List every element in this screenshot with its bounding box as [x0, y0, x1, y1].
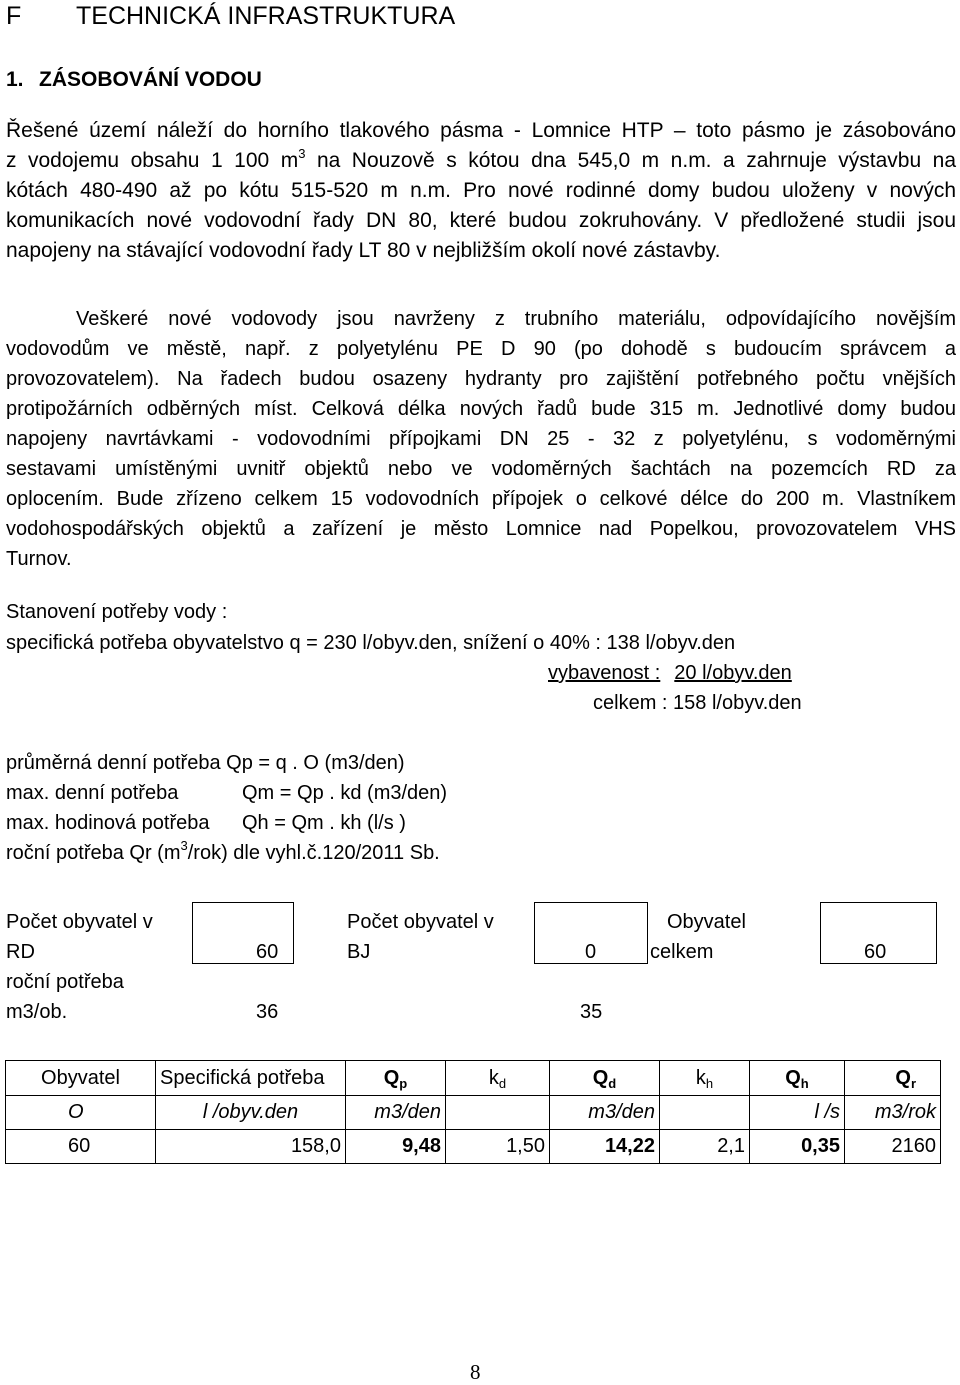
text-span: z vodojemu obsahu 1 100 m [6, 149, 299, 172]
total-value: 158 l/obyv.den [673, 692, 802, 714]
subsection-title: ZÁSOBOVÁNÍ VODOU [39, 68, 262, 91]
header-cell [446, 1061, 550, 1096]
formula-label: max. denní potřeba [6, 782, 179, 804]
paragraph-2-line: Veškeré nové vodovody jsou navrženy z trubního materiálu, odpovídajícího novějším [76, 308, 956, 330]
rd-value: 60 [256, 941, 279, 963]
annual-demand-bj: 35 [580, 1001, 603, 1023]
text-span: na Nouzově s kótou dna 545,0 m n.m. a zahrnuje výstavbu na [305, 149, 957, 172]
value-cell: 2,1 [660, 1130, 750, 1164]
demand-heading: Stanovení potřeby vody : [6, 601, 228, 623]
unit-cell [660, 1096, 750, 1130]
symbol: Q [383, 1066, 400, 1089]
rd-value-box [192, 902, 294, 964]
paragraph-2 [6, 304, 956, 576]
table-values-row [6, 1130, 941, 1164]
formula: Qh = Qm . kh (l/s ) [242, 812, 406, 834]
paragraph-2-line: napojeny navrtávkami - vodovodními přípojkami DN 25 - 32 z polyetylénu, s vodoměrnými [6, 428, 956, 450]
paragraph-1 [6, 116, 956, 276]
formula-label: průměrná denní potřeba [6, 752, 221, 774]
subsection-number: 1. [6, 68, 24, 91]
paragraph-2-line: provozovatelem). Na řadech budou osazeny hydranty pro zajištění potřebného počtu vnějších [6, 368, 956, 390]
formula-average-daily [6, 752, 405, 775]
symbol: Q [785, 1066, 801, 1089]
paragraph-1-line: kótách 480-490 až po kótu 515-520 m n.m. Pro nové rodinné domy budou uloženy v nových [6, 179, 956, 202]
table-header-row [6, 1061, 941, 1096]
label-line: celkem [650, 941, 714, 963]
paragraph-2-line: vodohospodářských objektů a zařízení je město Lomnice nad Popelkou, provozovatelem VHS [6, 518, 956, 540]
table-units-row [6, 1096, 941, 1130]
paragraph-1-line: napojeny na stávající vodovodní řady LT 80 v nejbližším okolí nové zástavby. [6, 239, 721, 262]
label-line: Počet obyvatel v [6, 911, 153, 933]
unit-cell: l /s [750, 1096, 845, 1130]
subscript: h [800, 1075, 809, 1091]
total-population-label [650, 907, 746, 967]
superscript: 3 [298, 146, 306, 161]
paragraph-2-line: protipožárních odběrných míst. Celková délka nových řadů bude 315 m. Jednotlivé domy budou [6, 398, 956, 420]
formula-annual [6, 838, 440, 865]
unit-cell: l /obyv.den [156, 1096, 346, 1130]
total-population-value: 60 [864, 941, 887, 963]
text-span: roční potřeba Qr (m [6, 842, 181, 864]
paragraph-2-line: Turnov. [6, 548, 72, 570]
unit-cell: m3/rok [845, 1096, 941, 1130]
label-line: Počet obyvatel v [347, 911, 494, 933]
formula: Qm = Qp . kd (m3/den) [242, 782, 448, 804]
unit-cell: O [6, 1096, 156, 1130]
amenities-demand [548, 662, 792, 685]
bj-label [347, 907, 494, 967]
header-cell: Specifická potřeba [156, 1061, 346, 1096]
formula-label: max. hodinová potřeba [6, 812, 210, 834]
subsection-heading [6, 68, 262, 92]
total-label: celkem : [593, 692, 668, 714]
header-cell [750, 1061, 845, 1096]
paragraph-1-line: komunikacích nové vodovodní řady DN 80, které budou zokruhovány. V předložené studii jsou [6, 209, 956, 232]
amenities-value: 20 l/obyv.den [674, 662, 792, 684]
section-letter: F [6, 2, 22, 30]
label-line: Obyvatel [667, 911, 746, 933]
subscript: d [608, 1075, 617, 1091]
symbol: Q [592, 1066, 609, 1089]
header-cell [660, 1061, 750, 1096]
value-cell: 158,0 [156, 1130, 346, 1164]
subscript: r [910, 1075, 916, 1091]
label-line: BJ [347, 941, 371, 963]
symbol: Q [895, 1066, 911, 1089]
page-number: 8 [470, 1360, 481, 1384]
value-cell: 1,50 [446, 1130, 550, 1164]
formula: Qp = q . O (m3/den) [226, 752, 405, 774]
section-heading [6, 2, 455, 31]
value-cell: 14,22 [550, 1130, 660, 1164]
paragraph-1-line: Řešené území náleží do horního tlakového pásma - Lomnice HTP – toto pásmo je zásobováno [6, 119, 956, 142]
header-cell [346, 1061, 446, 1096]
label-line: RD [6, 941, 35, 963]
header-cell [845, 1061, 941, 1096]
paragraph-2-line: vodovodům ve městě, např. z polyetylénu PE D 90 (po dohodě s budoucím správcem a [6, 338, 956, 360]
value-cell: 0,35 [750, 1130, 845, 1164]
subscript: d [498, 1075, 507, 1091]
annual-demand-rd: 36 [256, 1001, 279, 1023]
rd-label [6, 907, 153, 967]
subscript: p [399, 1075, 408, 1091]
paragraph-2-line: oplocením. Bude zřízeno celkem 15 vodovodních přípojek o celkové délce do 200 m. Vlastníkem [6, 488, 956, 510]
paragraph-1-line [6, 146, 956, 176]
subscript: h [705, 1075, 714, 1091]
unit-cell [446, 1096, 550, 1130]
bj-value: 0 [585, 941, 597, 963]
header-cell [550, 1061, 660, 1096]
label-line: roční potřeba [6, 971, 124, 993]
formula-max-daily [6, 782, 447, 805]
symbol: k [695, 1066, 706, 1089]
header-cell: Obyvatel [6, 1061, 156, 1096]
total-demand [593, 692, 802, 715]
value-cell: 60 [6, 1130, 156, 1164]
annual-demand-label [6, 967, 124, 1027]
amenities-label: vybavenost : [548, 662, 661, 684]
unit-cell: m3/den [346, 1096, 446, 1130]
calculation-table [5, 1060, 941, 1164]
paragraph-2-line: sestavami umístěnými uvnitř objektů nebo ve vodoměrných šachtách na pozemcích RD za [6, 458, 956, 480]
superscript: 3 [180, 838, 188, 853]
formula-max-hourly [6, 812, 406, 835]
unit-cell: m3/den [550, 1096, 660, 1130]
text-span: /rok) dle vyhl.č.120/2011 Sb. [187, 842, 440, 864]
symbol: k [488, 1066, 499, 1089]
value-cell: 2160 [845, 1130, 941, 1164]
section-title: TECHNICKÁ INFRASTRUKTURA [76, 2, 456, 30]
specific-demand: specifická potřeba obyvatelstvo q = 230 l/obyv.den, snížení o 40% : 138 l/obyv.den [6, 632, 736, 654]
label-line: m3/ob. [6, 1001, 68, 1023]
value-cell: 9,48 [346, 1130, 446, 1164]
